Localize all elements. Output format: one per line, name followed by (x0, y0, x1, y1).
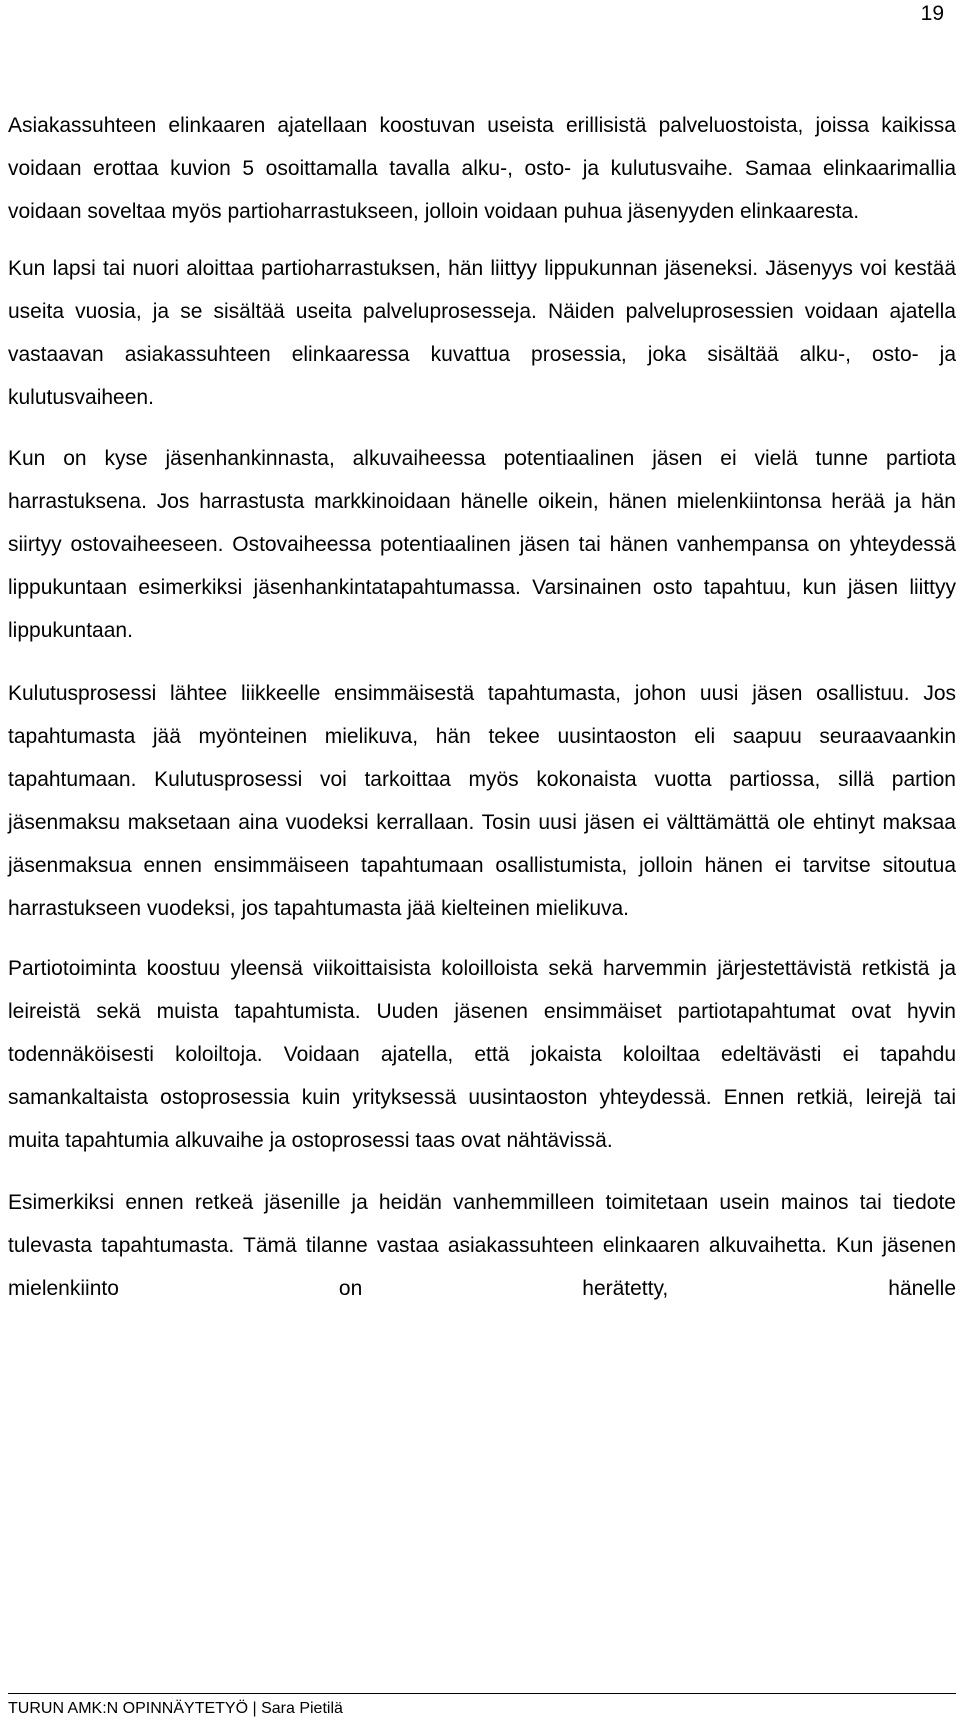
page-number: 19 (920, 2, 944, 25)
page-footer: TURUN AMK:N OPINNÄYTETYÖ | Sara Pietilä (8, 1700, 343, 1717)
paragraph: Kun lapsi tai nuori aloittaa partioharrastuksen, hän liittyy lippukunnan jäseneksi. Jäsenyys voi kestää useita vuosia, ja se sisältää useita palveluprosesseja. Näiden palveluprosessien voidaan ajatella vastaavan asiakassuhteen elinkaaressa kuvattua prosessia, joka sisältää alku-, osto- ja kulutusvaiheen. (8, 257, 956, 409)
document-body (8, 104, 956, 1310)
paragraph: Kun on kyse jäsenhankinnasta, alkuvaiheessa potentiaalinen jäsen ei vielä tunne partiota harrastuksena. Jos harrastusta markkinoidaan hänelle oikein, hänen mielenkiintonsa herää ja hän siirtyy ostovaiheeseen. Ostovaiheessa potentiaalinen jäsen tai hänen vanhempansa on yhteydessä lippukuntaan esimerkiksi jäsenhankintatapahtumassa. Varsinainen osto tapahtuu, kun jäsen liittyy lippukuntaan. (8, 447, 956, 642)
paragraph: Kulutusprosessi lähtee liikkeelle ensimmäisestä tapahtumasta, johon uusi jäsen osallistuu. Jos tapahtumasta jää myönteinen mielikuva, hän tekee uusintaoston eli saapuu seuraavaankin tapahtumaan. Kulutusprosessi voi tarkoittaa myös kokonaista vuotta partiossa, sillä partion jäsenmaksu maksetaan aina vuodeksi kerrallaan. Tosin uusi jäsen ei välttämättä ole ehtinyt maksaa jäsenmaksua ennen ensimmäiseen tapahtumaan osallistumista, jolloin hänen ei tarvitse sitoutua harrastukseen vuodeksi, jos tapahtumasta jää kielteinen mielikuva. (8, 682, 956, 920)
paragraph: Asiakassuhteen elinkaaren ajatellaan koostuvan useista erillisistä palveluostoista, joissa kaikissa voidaan erottaa kuvion 5 osoittamalla tavalla alku-, osto- ja kulutusvaihe. Samaa elinkaarimallia voidaan soveltaa myös partioharrastukseen, jolloin voidaan puhua jäsenyyden elinkaaresta. (8, 114, 956, 223)
paragraph: Esimerkiksi ennen retkeä jäsenille ja heidän vanhemmilleen toimitetaan usein mainos tai tiedote tulevasta tapahtumasta. Tämä tilanne vastaa asiakassuhteen elinkaaren alkuvaihetta. Kun jäsenen mielenkiinto on herätetty, hänelle (8, 1191, 956, 1300)
paragraph: Partiotoiminta koostuu yleensä viikoittaisista koloilloista sekä harvemmin järjestettävistä retkistä ja leireistä sekä muista tapahtumista. Uuden jäsenen ensimmäiset partiotapahtumat ovat hyvin todennäköisesti koloiltoja. Voidaan ajatella, että jokaista koloiltaa edeltävästi ei tapahdu samankaltaista ostoprosessia kuin yrityksessä uusintaoston yhteydessä. Ennen retkiä, leirejä tai muita tapahtumia alkuvaihe ja ostoprosessi taas ovat nähtävissä. (8, 957, 956, 1152)
footer-divider (8, 1693, 956, 1694)
